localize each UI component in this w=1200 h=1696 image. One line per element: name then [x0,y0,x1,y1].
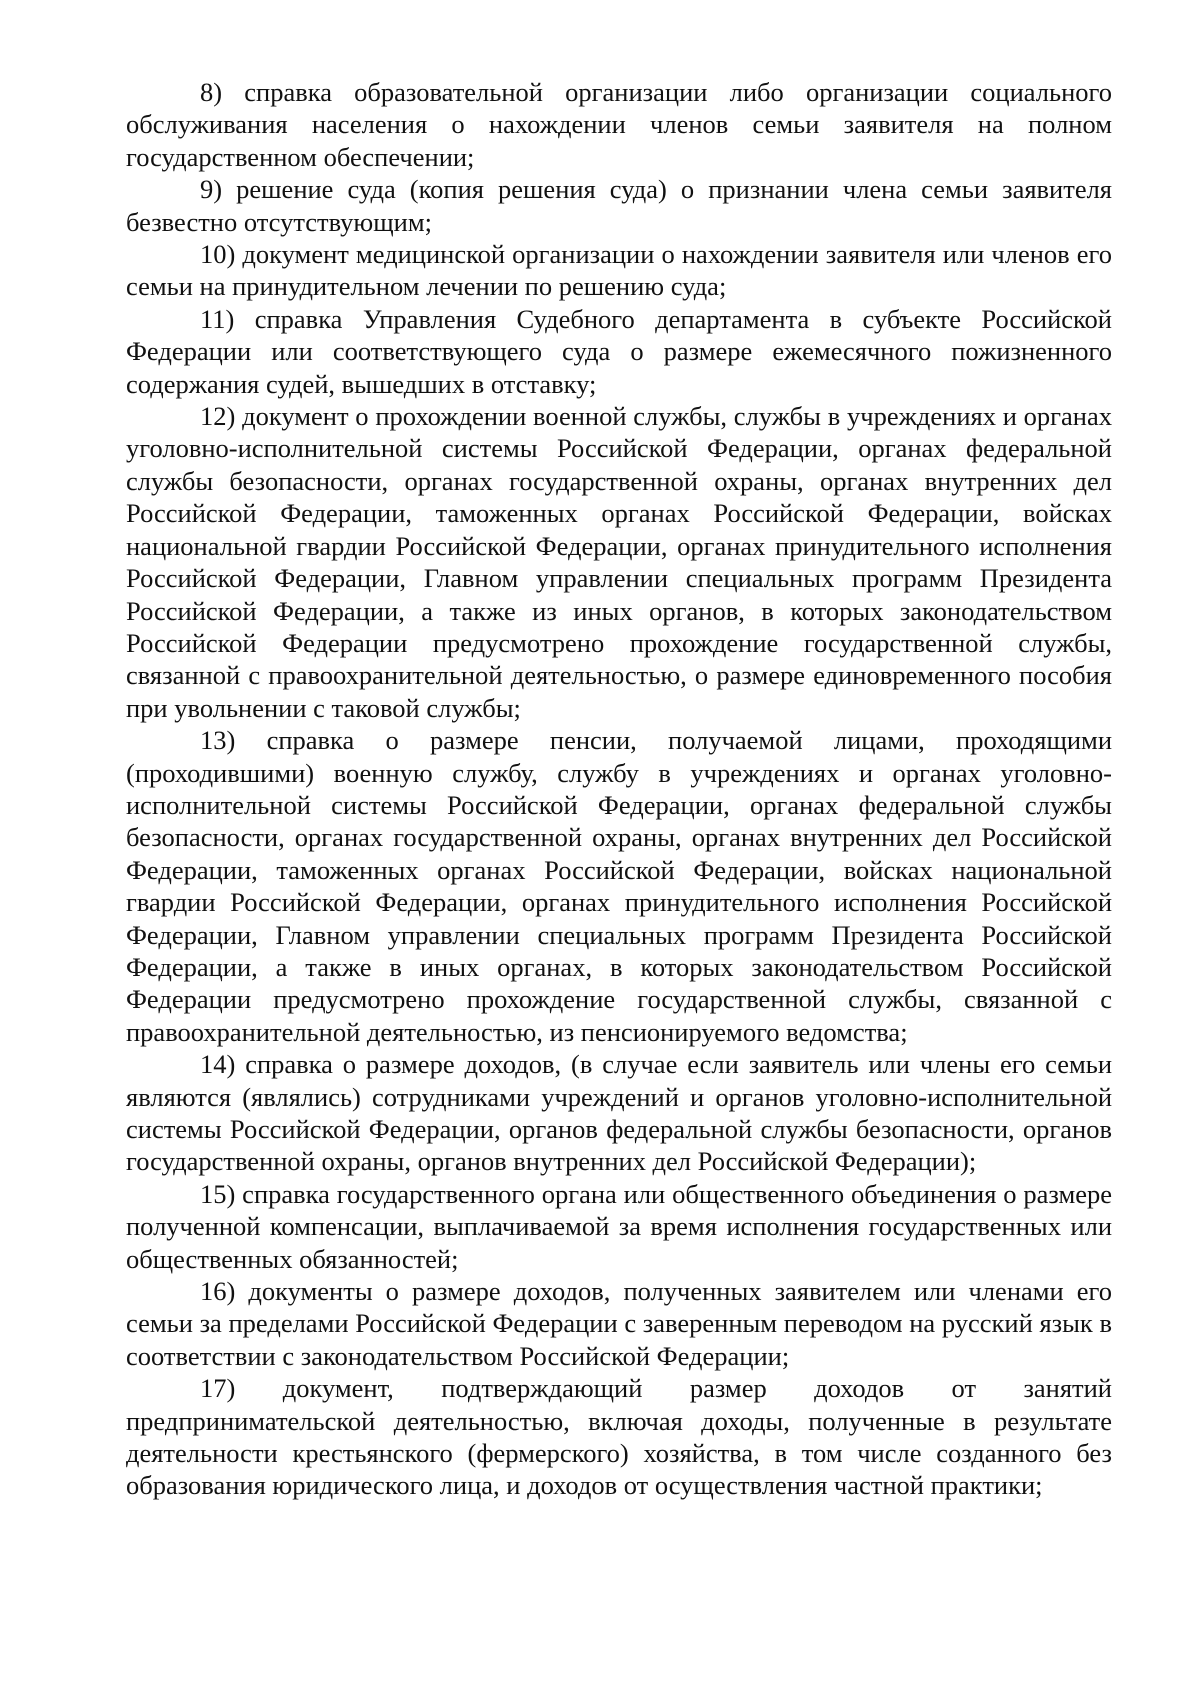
paragraph-item-13: 13) справка о размере пенсии, получаемой лицами, проходящими (проходившими) военную службу, службу в учреждениях и органах уголовно-исполнительной системы Российской Федерации, органах федеральной службы безопасности, органах государственной охраны, органах внутренних дел Российской Федерации, таможенных органах Российской Федерации, войсках национальной гвардии Российской Федерации, органах принудительного исполнения Российской Федерации, Главном управлении специальных программ Президента Российской Федерации, а также в иных органах, в которых законодательством Российской Федерации предусмотрено прохождение государственной службы, связанной с правоохранительной деятельностью, из пенсионируемого ведомства; [126,725,1112,1047]
paragraph-item-16: 16) документы о размере доходов, полученных заявителем или членами его семьи за пределами Российской Федерации с заверенным переводом на русский язык в соответствии с законодательством Российской Федерации; [126,1276,1112,1371]
paragraph-item-12: 12) документ о прохождении военной службы, службы в учреждениях и органах уголовно-исполнительной системы Российской Федерации, органах федеральной службы безопасности, органах государственной охраны, органах внутренних дел Российской Федерации, таможенных органах Российской Федерации, войсках национальной гвардии Российской Федерации, органах принудительного исполнения Российской Федерации, Главном управлении специальных программ Президента Российской Федерации, а также из иных органов, в которых законодательством Российской Федерации предусмотрено прохождение государственной службы, связанной с правоохранительной деятельностью, о размере единовременного пособия при увольнении с таковой службы; [126,401,1112,723]
paragraph-item-17: 17) документ, подтверждающий размер доходов от занятий предпринимательской деятельностью, включая доходы, полученные в результате деятельности крестьянского (фермерского) хозяйства, в том числе созданного без образования юридического лица, и доходов от осуществления частной практики; [126,1373,1112,1501]
paragraph-item-8: 8) справка образовательной организации либо организации социального обслуживания населения о нахождении членов семьи заявителя на полном государственном обеспечении; [126,77,1112,172]
paragraph-item-15: 15) справка государственного органа или общественного объединения о размере полученной компенсации, выплачиваемой за время исполнения государственных или общественных обязанностей; [126,1178,1112,1274]
paragraph-item-10: 10) документ медицинской организации о нахождении заявителя или членов его семьи на принудительном лечении по решению суда; [126,239,1112,302]
paragraph-item-11: 11) справка Управления Судебного департамента в субъекте Российской Федерации или соответствующего суда о размере ежемесячного пожизненного содержания судей, вышедших в отставку; [126,303,1112,399]
paragraph-item-14: 14) справка о размере доходов, (в случае если заявитель или члены его семьи являются (являлись) сотрудниками учреждений и органов уголовно-исполнительной системы Российской Федерации, органов федеральной службы безопасности, органов государственной охраны, органов внутренних дел Российской Федерации); [126,1049,1112,1177]
document-body [126,76,1112,1502]
paragraph-item-9: 9) решение суда (копия решения суда) о признании члена семьи заявителя безвестно отсутствующим; [126,174,1112,237]
